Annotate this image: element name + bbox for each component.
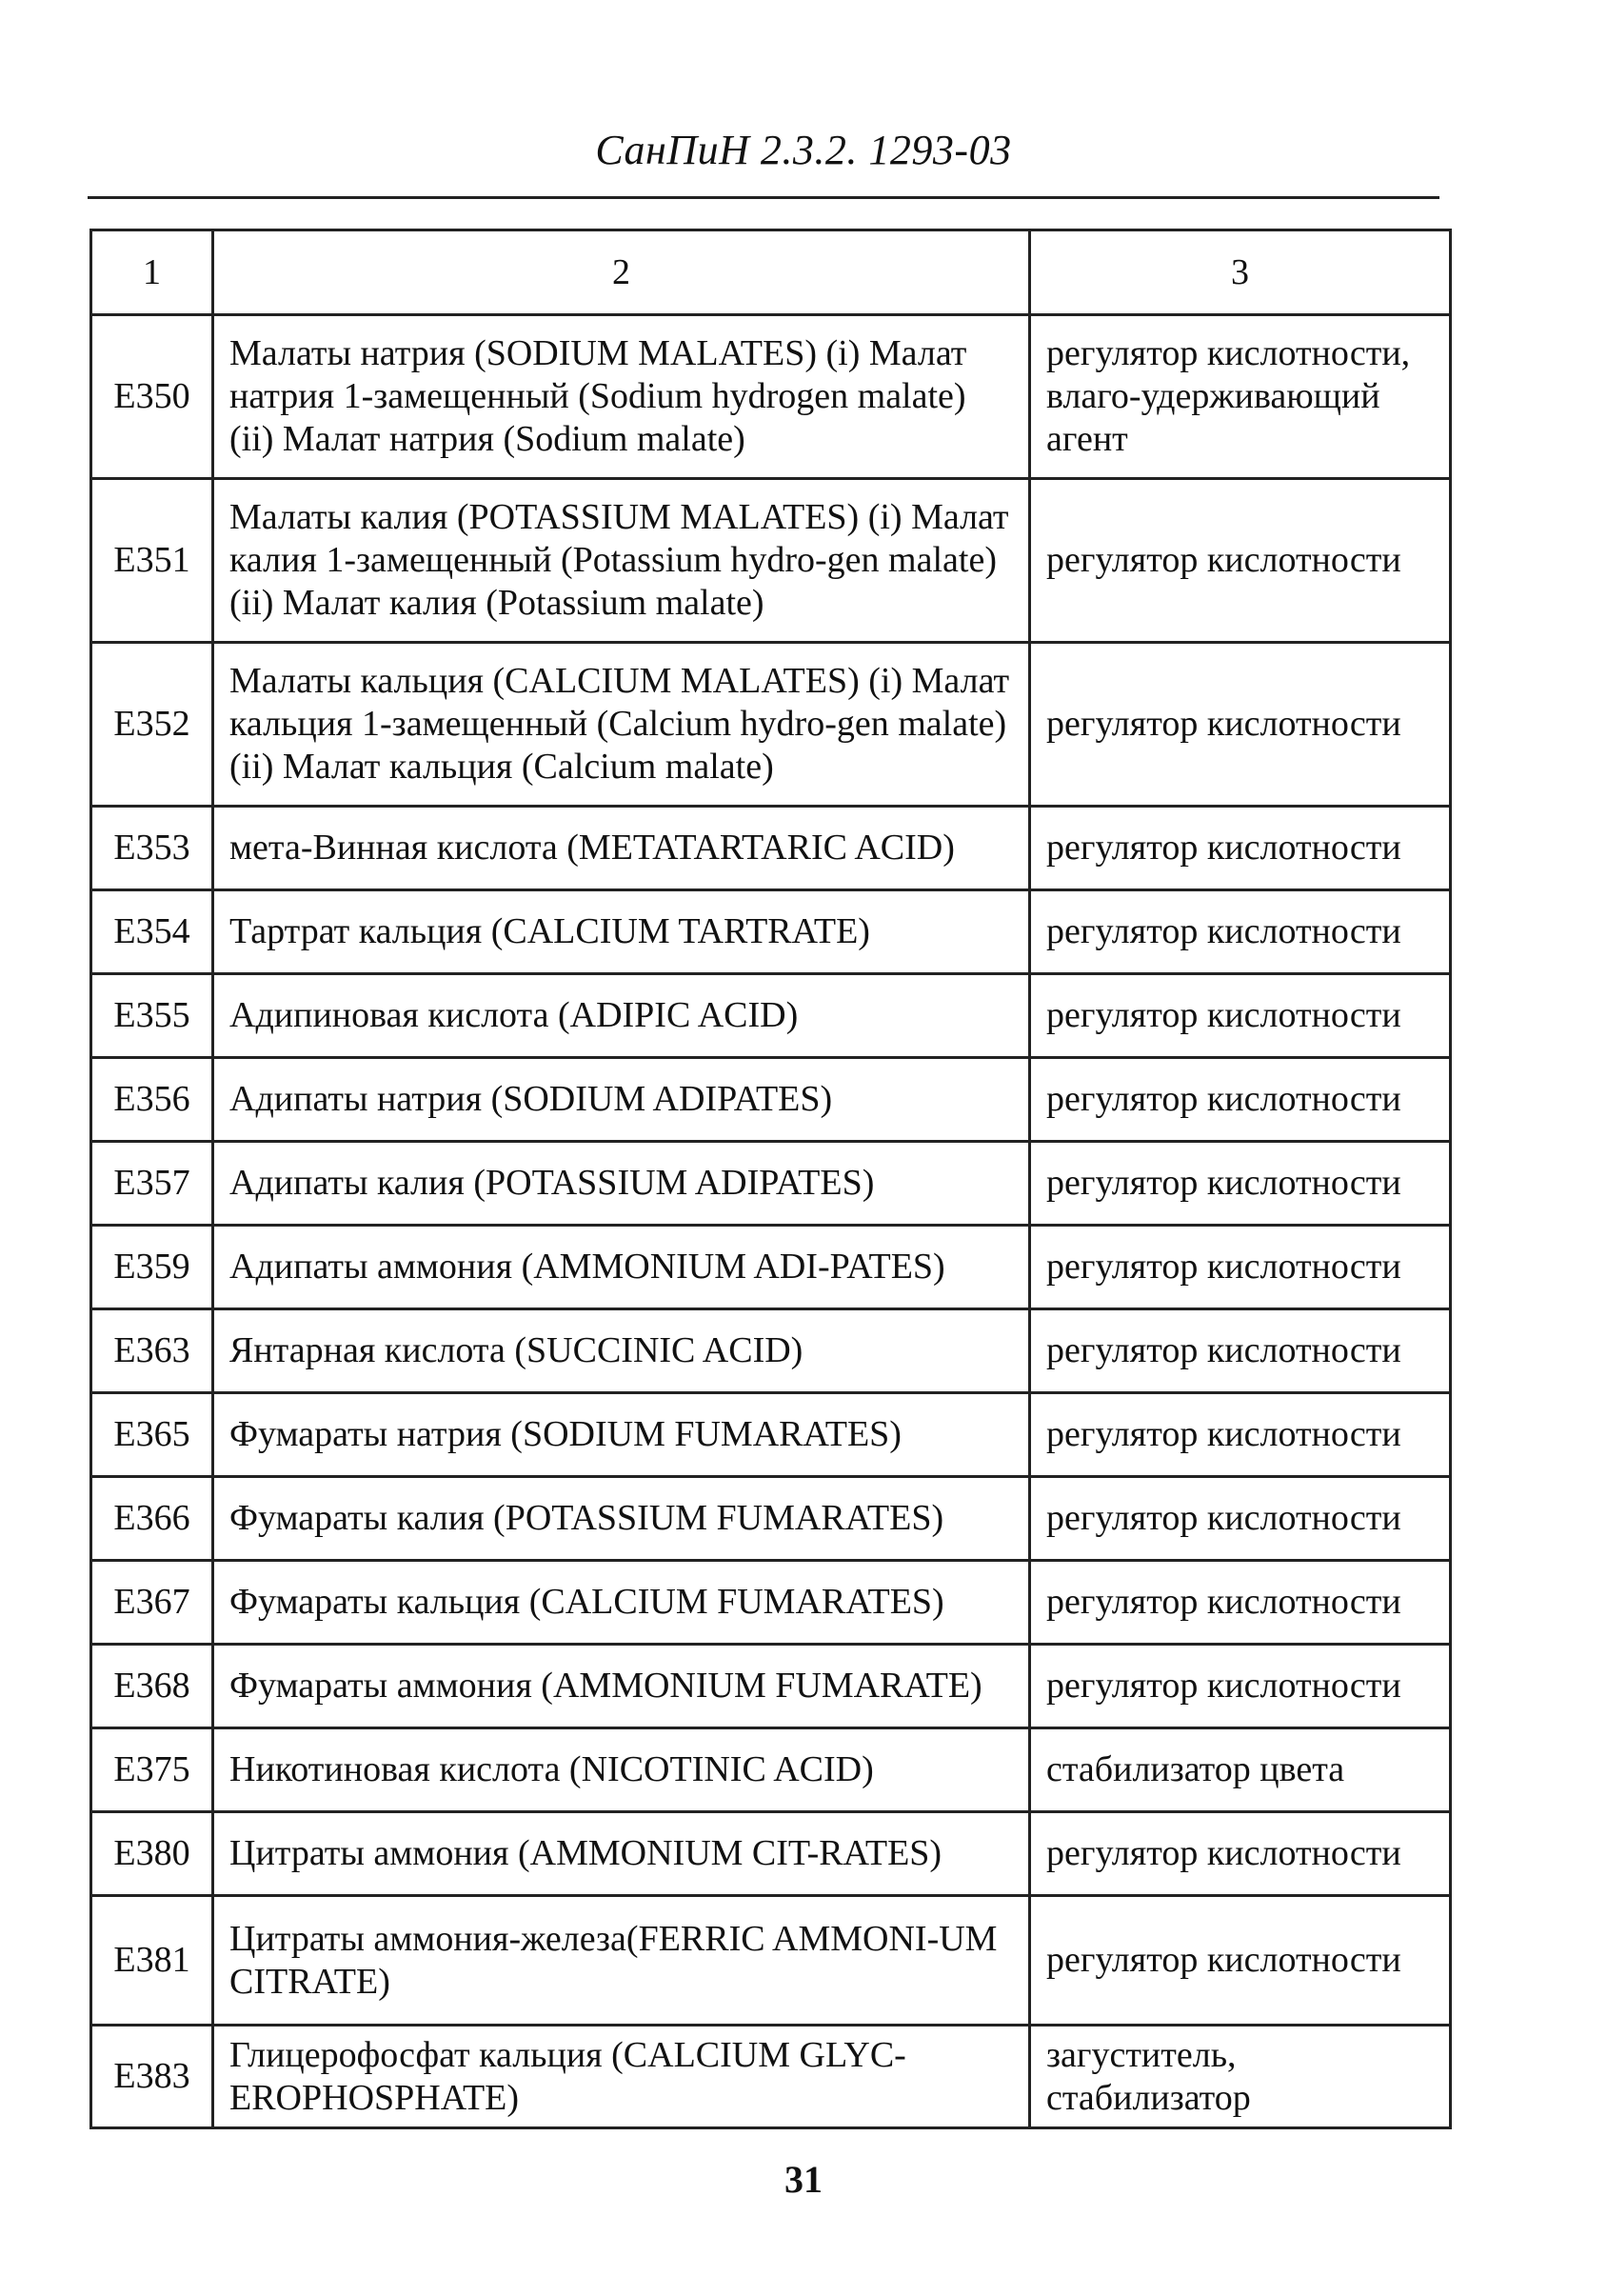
additive-code: E351 [91, 479, 213, 643]
additive-code: E367 [91, 1561, 213, 1645]
additive-function: стабилизатор цвета [1030, 1728, 1451, 1812]
additive-name: Фумараты натрия (SODIUM FUMARATES) [213, 1393, 1030, 1477]
additive-name: Цитраты аммония (AMMONIUM CIT-RATES) [213, 1812, 1030, 1896]
page-header: СанПиН 2.3.2. 1293-03 [595, 127, 1012, 173]
column-header-3: 3 [1030, 230, 1451, 315]
additive-name: Адипиновая кислота (ADIPIC ACID) [213, 974, 1030, 1058]
table-row [91, 1309, 1451, 1393]
table-row [91, 1812, 1451, 1896]
additive-code: E357 [91, 1142, 213, 1226]
table-row [91, 1896, 1451, 2026]
table-row [91, 974, 1451, 1058]
additive-function: регулятор кислотности [1030, 1896, 1451, 2026]
additive-code: E359 [91, 1226, 213, 1309]
table-row [91, 1645, 1451, 1728]
additive-code: E375 [91, 1728, 213, 1812]
additive-code: E350 [91, 315, 213, 479]
additive-function: регулятор кислотности [1030, 479, 1451, 643]
column-header-1: 1 [91, 230, 213, 315]
additive-code: E380 [91, 1812, 213, 1896]
table-row [91, 807, 1451, 890]
additive-code: E354 [91, 890, 213, 974]
page-number: 31 [784, 2158, 823, 2201]
additive-code: E356 [91, 1058, 213, 1142]
additive-function: регулятор кислотности [1030, 643, 1451, 807]
table-row [91, 315, 1451, 479]
table-row [91, 890, 1451, 974]
table-row [91, 1477, 1451, 1561]
additive-function: загуститель, стабилизатор [1030, 2026, 1451, 2128]
additive-name: Янтарная кислота (SUCCINIC ACID) [213, 1309, 1030, 1393]
additive-code: E365 [91, 1393, 213, 1477]
additive-function: регулятор кислотности [1030, 807, 1451, 890]
additive-name: Никотиновая кислота (NICOTINIC ACID) [213, 1728, 1030, 1812]
additive-function: регулятор кислотности [1030, 1142, 1451, 1226]
additive-name: Тартрат кальция (CALCIUM TARTRATE) [213, 890, 1030, 974]
table-header-row [91, 230, 1451, 315]
additive-function: регулятор кислотности [1030, 1645, 1451, 1728]
additive-function: регулятор кислотности [1030, 890, 1451, 974]
additive-code: E366 [91, 1477, 213, 1561]
additive-name: Фумараты калия (POTASSIUM FUMARATES) [213, 1477, 1030, 1561]
additive-name: Глицерофосфат кальция (CALCIUM GLYC-EROPHOSPHATE) [213, 2026, 1030, 2128]
table-row [91, 1226, 1451, 1309]
table-row [91, 1728, 1451, 1812]
additive-name: мета-Винная кислота (METATARTARIC ACID) [213, 807, 1030, 890]
table-row [91, 1561, 1451, 1645]
table-row [91, 479, 1451, 643]
header-rule [88, 196, 1439, 199]
table-row [91, 643, 1451, 807]
table-row [91, 1393, 1451, 1477]
additive-code: E363 [91, 1309, 213, 1393]
additives-table [89, 229, 1452, 2129]
table-row [91, 1142, 1451, 1226]
additive-function: регулятор кислотности [1030, 1058, 1451, 1142]
table-row [91, 1058, 1451, 1142]
column-header-2: 2 [213, 230, 1030, 315]
additive-function: регулятор кислотности, влаго-удерживающий агент [1030, 315, 1451, 479]
additive-name: Малаты натрия (SODIUM MALATES) (i) Малат натрия 1-замещенный (Sodium hydrogen malate) (ii) Малат натрия (Sodium malate) [213, 315, 1030, 479]
additive-function: регулятор кислотности [1030, 1812, 1451, 1896]
table-row [91, 2026, 1451, 2128]
additive-code: E355 [91, 974, 213, 1058]
additive-code: E383 [91, 2026, 213, 2128]
additive-name: Фумараты кальция (CALCIUM FUMARATES) [213, 1561, 1030, 1645]
additive-function: регулятор кислотности [1030, 974, 1451, 1058]
additive-name: Малаты кальция (CALCIUM MALATES) (i) Малат кальция 1-замещенный (Calcium hydro-gen malate) (ii) Малат кальция (Calcium malate) [213, 643, 1030, 807]
additive-code: E353 [91, 807, 213, 890]
additive-function: регулятор кислотности [1030, 1477, 1451, 1561]
additive-function: регулятор кислотности [1030, 1309, 1451, 1393]
additive-code: E381 [91, 1896, 213, 2026]
additive-function: регулятор кислотности [1030, 1226, 1451, 1309]
additive-name: Цитраты аммония-железа(FERRIC AMMONI-UM CITRATE) [213, 1896, 1030, 2026]
additive-code: E368 [91, 1645, 213, 1728]
additive-name: Адипаты аммония (AMMONIUM ADI-PATES) [213, 1226, 1030, 1309]
additive-code: E352 [91, 643, 213, 807]
additive-function: регулятор кислотности [1030, 1393, 1451, 1477]
additive-name: Малаты калия (POTASSIUM MALATES) (i) Малат калия 1-замещенный (Potassium hydro-gen malate) (ii) Малат калия (Potassium malate) [213, 479, 1030, 643]
additive-name: Фумараты аммония (AMMONIUM FUMARATE) [213, 1645, 1030, 1728]
additive-function: регулятор кислотности [1030, 1561, 1451, 1645]
additive-name: Адипаты натрия (SODIUM ADIPATES) [213, 1058, 1030, 1142]
additive-name: Адипаты калия (POTASSIUM ADIPATES) [213, 1142, 1030, 1226]
